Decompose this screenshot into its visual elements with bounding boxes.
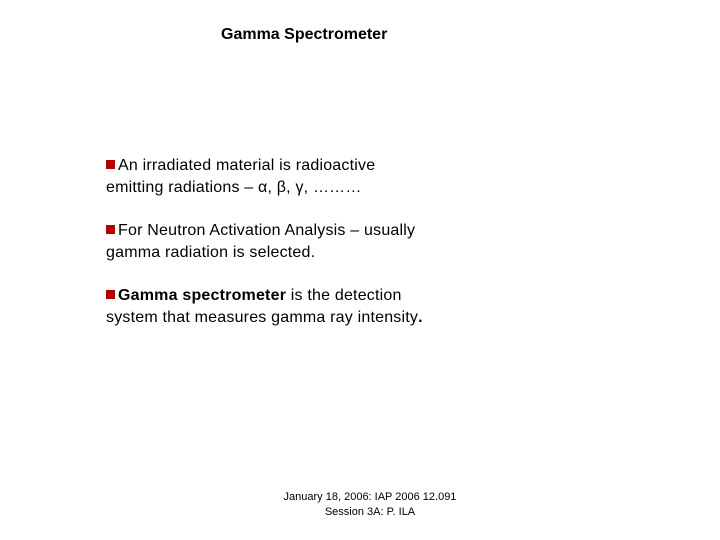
square-bullet-icon xyxy=(106,290,115,299)
bullet-item xyxy=(106,285,423,329)
slide-title: Gamma Spectrometer xyxy=(221,26,388,43)
square-bullet-icon xyxy=(106,160,115,169)
footer-date-course: January 18, 2006: IAP 2006 12.091 xyxy=(283,491,457,503)
bullet-text-continued: emitting radiations – α, β, γ, ……… xyxy=(106,179,362,196)
slide-footer xyxy=(270,490,470,520)
bullet-line xyxy=(106,155,375,177)
bullet-line xyxy=(106,220,415,242)
bullet-line xyxy=(106,285,423,307)
bullet-item xyxy=(106,220,415,264)
footer-session: Session 3A: P. ILA xyxy=(324,506,416,518)
bullet-text: is the detection xyxy=(286,287,402,304)
bullet-text: An irradiated material is radioactive xyxy=(118,157,376,174)
bullet-item xyxy=(106,155,375,199)
square-bullet-icon xyxy=(106,225,115,234)
bullet-text-continued xyxy=(106,307,423,329)
bullet-text-continued: gamma radiation is selected. xyxy=(106,244,316,261)
bullet-period: . xyxy=(418,309,423,326)
bullet-text-bold: Gamma spectrometer xyxy=(118,287,287,304)
bullet-text: For Neutron Activation Analysis – usually xyxy=(118,222,416,239)
bullet-text: system that measures gamma ray intensity xyxy=(106,309,419,326)
